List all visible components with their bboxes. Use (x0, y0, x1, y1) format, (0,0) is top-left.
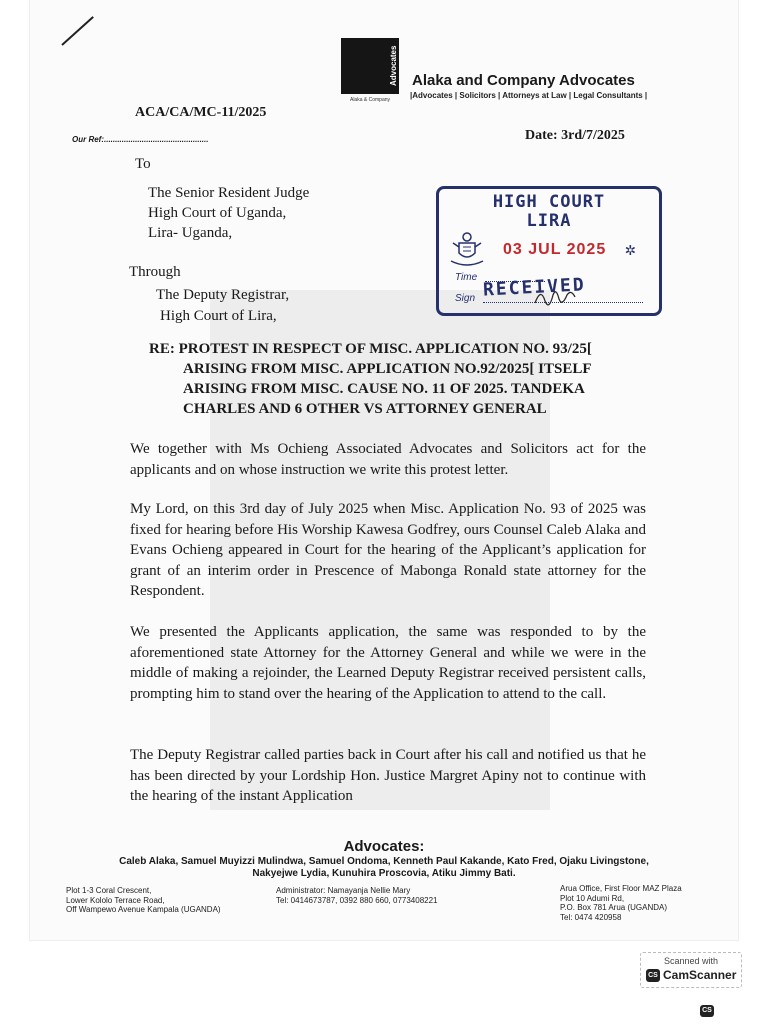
footer-line: Arua Office, First Floor MAZ Plaza (560, 884, 682, 893)
signature-scribble (531, 285, 581, 309)
logo-letter: a (349, 39, 374, 88)
uganda-crest-icon (449, 229, 485, 269)
address-line: Lira- Uganda, (148, 225, 233, 241)
recipient-address (148, 183, 309, 243)
through-label: Through (129, 264, 181, 280)
body-paragraph-1: We together with Ms Ochieng Associated Advocates and Solicitors act for the applicants and on whose instruction we write this protest letter. (130, 441, 646, 478)
subject-line: ARISING FROM MISC. CAUSE NO. 11 OF 2025. TANDEKA (183, 381, 585, 397)
camscanner-watermark (640, 952, 742, 988)
stamp-location: LIRA (526, 211, 572, 231)
through-line: High Court of Lira, (160, 308, 277, 324)
camscanner-icon: CS (646, 969, 660, 982)
stamp-time-label: Time (455, 272, 478, 283)
address-line: The Senior Resident Judge (148, 185, 310, 201)
footer-line: Tel: 0474 420958 (560, 912, 622, 922)
scanned-with-label: Scanned with (663, 956, 719, 966)
stamp-status: RECEIVED (482, 274, 587, 301)
camscanner-brand: CamScanner (663, 968, 737, 982)
footer-line: Plot 10 Adumi Rd, (560, 893, 625, 903)
our-ref (72, 135, 208, 144)
footer-line: Tel: 0414673787, 0392 880 660, 0773408221 (276, 895, 438, 905)
advocates-line: Nakyejwe Lydia, Kunuhira Proscovia, Atiku Jimmy Bati. (252, 868, 516, 879)
firm-logo (341, 38, 399, 103)
advocates-title: Advocates: (343, 838, 425, 855)
camscanner-small-icon: CS (700, 1005, 714, 1017)
address-line: High Court of Uganda, (148, 205, 287, 221)
reference-number: ACA/CA/MC-11/2025 (135, 105, 267, 120)
footer-line: Lower Kololo Terrace Road, (66, 895, 165, 905)
star-icon: ✲ (625, 239, 636, 260)
logo-vertical-text: Advocates (389, 45, 398, 87)
footer-line: Off Wampewo Avenue Kampala (UGANDA) (66, 905, 221, 914)
letter-date: Date: 3rd/7/2025 (525, 128, 625, 143)
body-paragraph-3: We presented the Applicants application, the same was responded to by the aforementioned state Attorney for the Attorney General and while we were in the middle of making a rejoinder, the Learned Deputy Registrar received persistent calls, prompting him to stand over the hearing of the Application to attend to the call. (130, 624, 646, 702)
footer-address-arua (560, 884, 682, 922)
our-ref-dots: ............................................... (104, 135, 209, 144)
body-paragraph-4: The Deputy Registrar called parties back in Court after his call and notified us that he has been directed by your Lordship Hon. Justice Margret Apiny not to continue with the hearing of the instant Application (130, 747, 646, 804)
subject-line: CHARLES AND 6 OTHER VS ATTORNEY GENERAL (183, 401, 547, 417)
subject-block (149, 339, 669, 419)
advocates-line: Caleb Alaka, Samuel Muyizzi Mulindwa, Samuel Ondoma, Kenneth Paul Kakande, Kato Fred, Ojaku Livingstone, (119, 856, 649, 867)
advocates-names (70, 856, 698, 880)
firm-name: Alaka and Company Advocates (412, 72, 635, 89)
through-address (156, 285, 289, 327)
stamp-sign-label: Sign (455, 293, 476, 304)
footer-line: P.O. Box 781 Arua (UGANDA) (560, 903, 668, 912)
footer-line: Administrator: Namayanja Nellie Mary (276, 886, 411, 895)
logo-subtext: Alaka & Company (349, 97, 391, 103)
stamp-date: 03 JUL 2025 (503, 241, 607, 258)
footer-administrator (276, 886, 437, 905)
footer-address-kampala (66, 886, 221, 915)
to-label: To (135, 156, 151, 172)
firm-tagline: |Advocates | Solicitors | Attorneys at Law | Legal Consultants | (410, 91, 648, 100)
stamp-court: HIGH COURT (492, 192, 606, 212)
body-paragraph-2: My Lord, on this 3rd day of July 2025 when Misc. Application No. 93 of 2025 was fixed for hearing before His Worship Kawesa Godfrey, ours Counsel Caleb Alaka and Evans Ochieng appeared in Court for the hearing of the Applicant’s application for grant of an interim order in Prescence of Mabonga Ronald state attorney for the Respondent. (130, 501, 646, 599)
subject-line: PROTEST IN RESPECT OF MISC. APPLICATION NO. 93/25[ (178, 341, 592, 357)
court-received-stamp (436, 186, 662, 316)
our-ref-label: Our Ref: (72, 135, 104, 144)
footer-line: Plot 1-3 Coral Crescent, (66, 886, 152, 895)
subject-lead: RE: (149, 341, 179, 357)
through-line: The Deputy Registrar, (156, 287, 290, 303)
subject-line: ARISING FROM MISC. APPLICATION NO.92/2025[ ITSELF (183, 361, 592, 377)
